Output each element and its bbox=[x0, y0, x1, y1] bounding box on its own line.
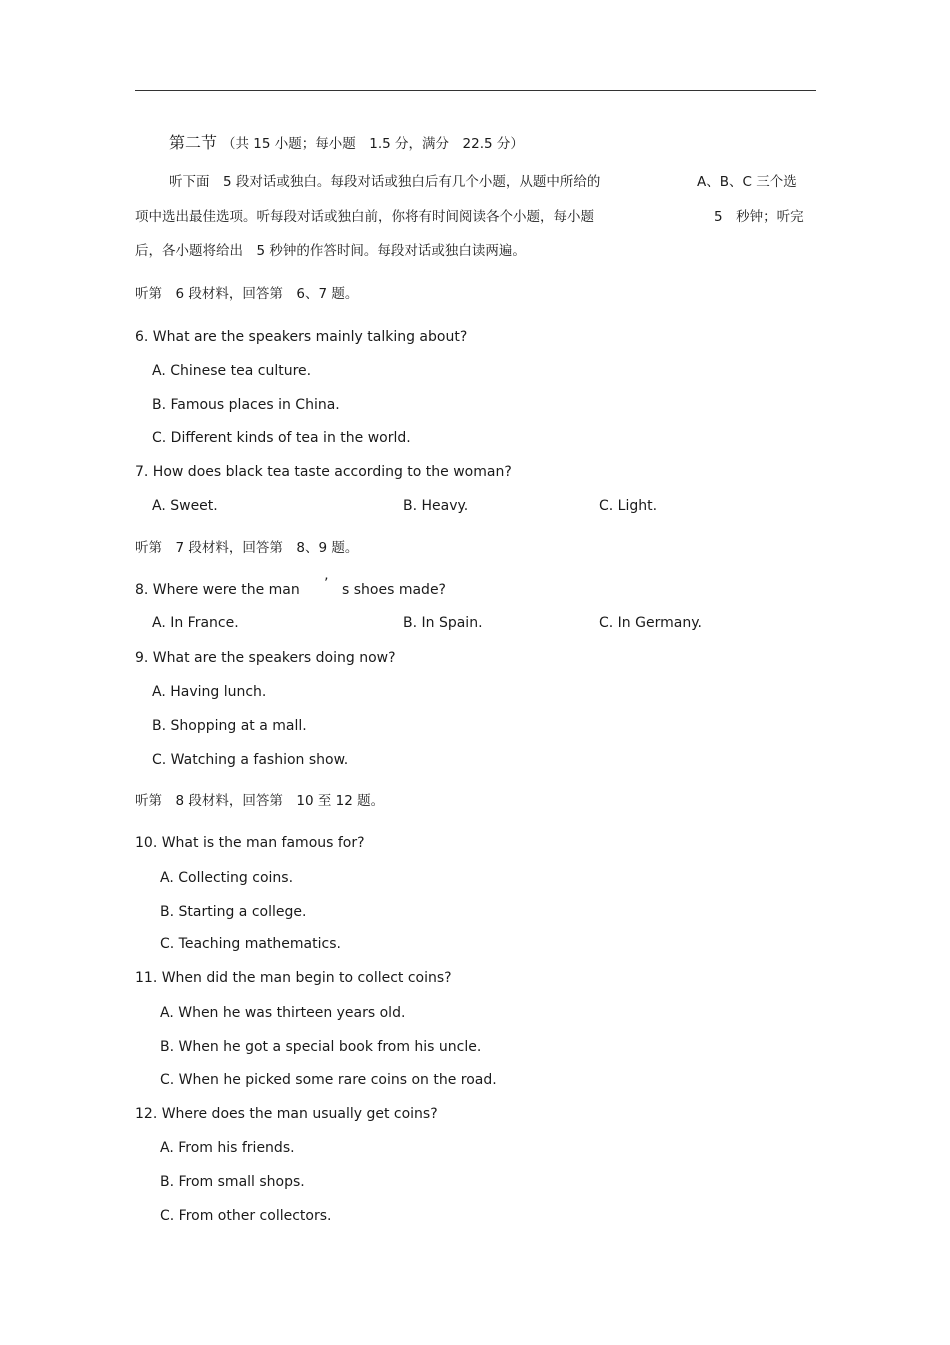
question-option: C. Watching a fashion show. bbox=[152, 752, 349, 768]
question-option: A. From his friends. bbox=[160, 1140, 295, 1156]
question-option: A. Chinese tea culture. bbox=[152, 363, 312, 379]
group-heading: 听第 7 段材料，回答第 8、9 题。 bbox=[135, 540, 359, 556]
group-heading: 听第 8 段材料，回答第 10 至 12 题。 bbox=[135, 793, 385, 809]
question-option: A. In France. bbox=[152, 615, 239, 631]
question-stem-part: s shoes made? bbox=[342, 582, 446, 598]
section-title: 第二节 bbox=[169, 133, 218, 152]
question-stem: 6. What are the speakers mainly talking about? bbox=[135, 329, 468, 345]
instructions-line2-a: 项中选出最佳选项。听每段对话或独白前，你将有时间阅读各个小题，每小题 bbox=[135, 209, 594, 225]
question-stem: 9. What are the speakers doing now? bbox=[135, 650, 396, 666]
question-option: B. From small shops. bbox=[160, 1174, 305, 1190]
question-option: C. In Germany. bbox=[599, 615, 702, 631]
instructions-line1-b: A、B、C 三个选 bbox=[697, 174, 797, 190]
question-option: B. Famous places in China. bbox=[152, 397, 340, 413]
question-option: C. Light. bbox=[599, 498, 658, 514]
question-option: C. Different kinds of tea in the world. bbox=[152, 430, 411, 446]
group-heading: 听第 6 段材料，回答第 6、7 题。 bbox=[135, 286, 359, 302]
question-stem: 10. What is the man famous for? bbox=[135, 835, 365, 851]
question-option: B. Starting a college. bbox=[160, 904, 307, 920]
header-rule bbox=[135, 90, 816, 91]
question-stem: 11. When did the man begin to collect coins? bbox=[135, 970, 452, 986]
question-option: B. Heavy. bbox=[403, 498, 469, 514]
question-option: A. Collecting coins. bbox=[160, 870, 294, 886]
question-option: C. From other collectors. bbox=[160, 1208, 332, 1224]
instructions-line3: 后，各小题将给出 5 秒钟的作答时间。每段对话或独白读两遍。 bbox=[135, 243, 526, 259]
question-stem: 12. Where does the man usually get coins? bbox=[135, 1106, 438, 1122]
section-info: （共 15 小题；每小题 1.5 分，满分 22.5 分） bbox=[222, 136, 524, 152]
instructions-line2-b: 5 秒钟；听完 bbox=[714, 209, 804, 225]
question-option: B. In Spain. bbox=[403, 615, 483, 631]
question-stem-apostrophe: ’ bbox=[324, 576, 329, 592]
question-option: C. Teaching mathematics. bbox=[160, 936, 341, 952]
question-stem: 7. How does black tea taste according to the woman? bbox=[135, 464, 512, 480]
question-option: B. When he got a special book from his uncle. bbox=[160, 1039, 482, 1055]
instructions-line1-a: 听下面 5 段对话或独白。每段对话或独白后有几个小题，从题中所给的 bbox=[169, 174, 601, 190]
question-option: C. When he picked some rare coins on the road. bbox=[160, 1072, 497, 1088]
question-stem-part: 8. Where were the man bbox=[135, 582, 300, 598]
question-option: B. Shopping at a mall. bbox=[152, 718, 307, 734]
question-option: A. Having lunch. bbox=[152, 684, 267, 700]
question-option: A. When he was thirteen years old. bbox=[160, 1005, 406, 1021]
question-option: A. Sweet. bbox=[152, 498, 218, 514]
